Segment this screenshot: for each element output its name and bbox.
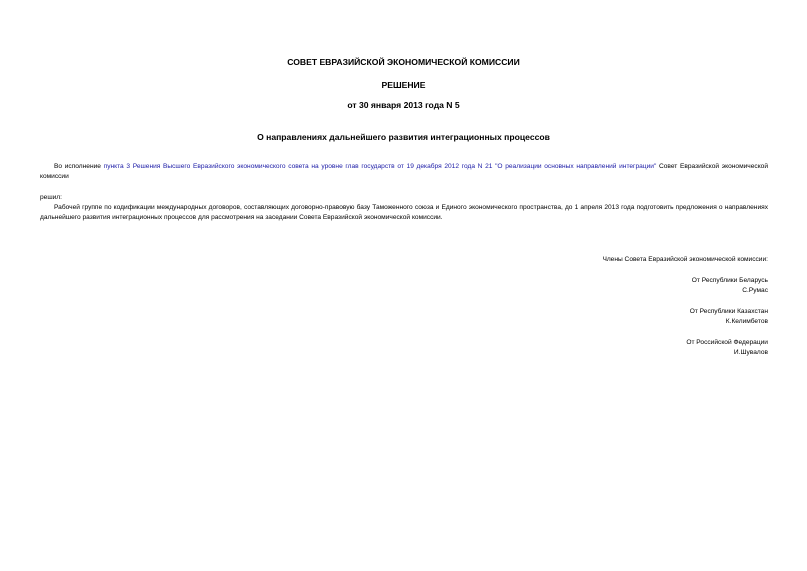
signature-block-belarus	[692, 276, 768, 296]
signatures-heading: Члены Совета Евразийской экономической комиссии:	[602, 256, 768, 263]
document-title: О направлениях дальнейшего развития интеграционных процессов	[257, 132, 550, 142]
signature-block-russia	[686, 338, 768, 358]
organization-heading: СОВЕТ ЕВРАЗИЙСКОЙ ЭКОНОМИЧЕСКОЙ КОМИССИИ	[287, 57, 520, 67]
signature-country: От Республики Беларусь	[691, 277, 768, 284]
preamble-prefix: Во исполнение	[54, 163, 104, 170]
signature-country: От Республики Казахстан	[689, 308, 768, 315]
preamble-reference-link[interactable]: пункта 3 Решения Высшего Евразийского экономического совета на уровне глав государств от 19 декабря 2012 года N 21 "О реализации основных направлений интеграции"	[103, 163, 657, 170]
preamble-paragraph	[40, 162, 768, 182]
preamble-suffix: Совет Евразийской экономической комиссии	[40, 163, 769, 180]
date-and-number: от 30 января 2013 года N 5	[347, 100, 460, 110]
signature-block-kazakhstan	[690, 307, 768, 327]
signature-name: И.Шувалов	[733, 349, 768, 356]
signature-country: От Российской Федерации	[686, 339, 768, 346]
signature-name: С.Румас	[742, 287, 768, 294]
signature-name: К.Келимбетов	[725, 318, 768, 325]
decided-label: решил:	[40, 194, 62, 201]
decision-paragraph: Рабочей группе по кодификации международных договоров, составляющих договорно-правовую базу Таможенного союза и Единого экономического пространства, до 1 апреля 2013 года подготовить предложения о направлениях дальнейшего развития интеграционных процессов для рассмотрения на заседании Совета Евразийской экономической комиссии.	[40, 204, 768, 221]
document-type: РЕШЕНИЕ	[381, 80, 426, 90]
